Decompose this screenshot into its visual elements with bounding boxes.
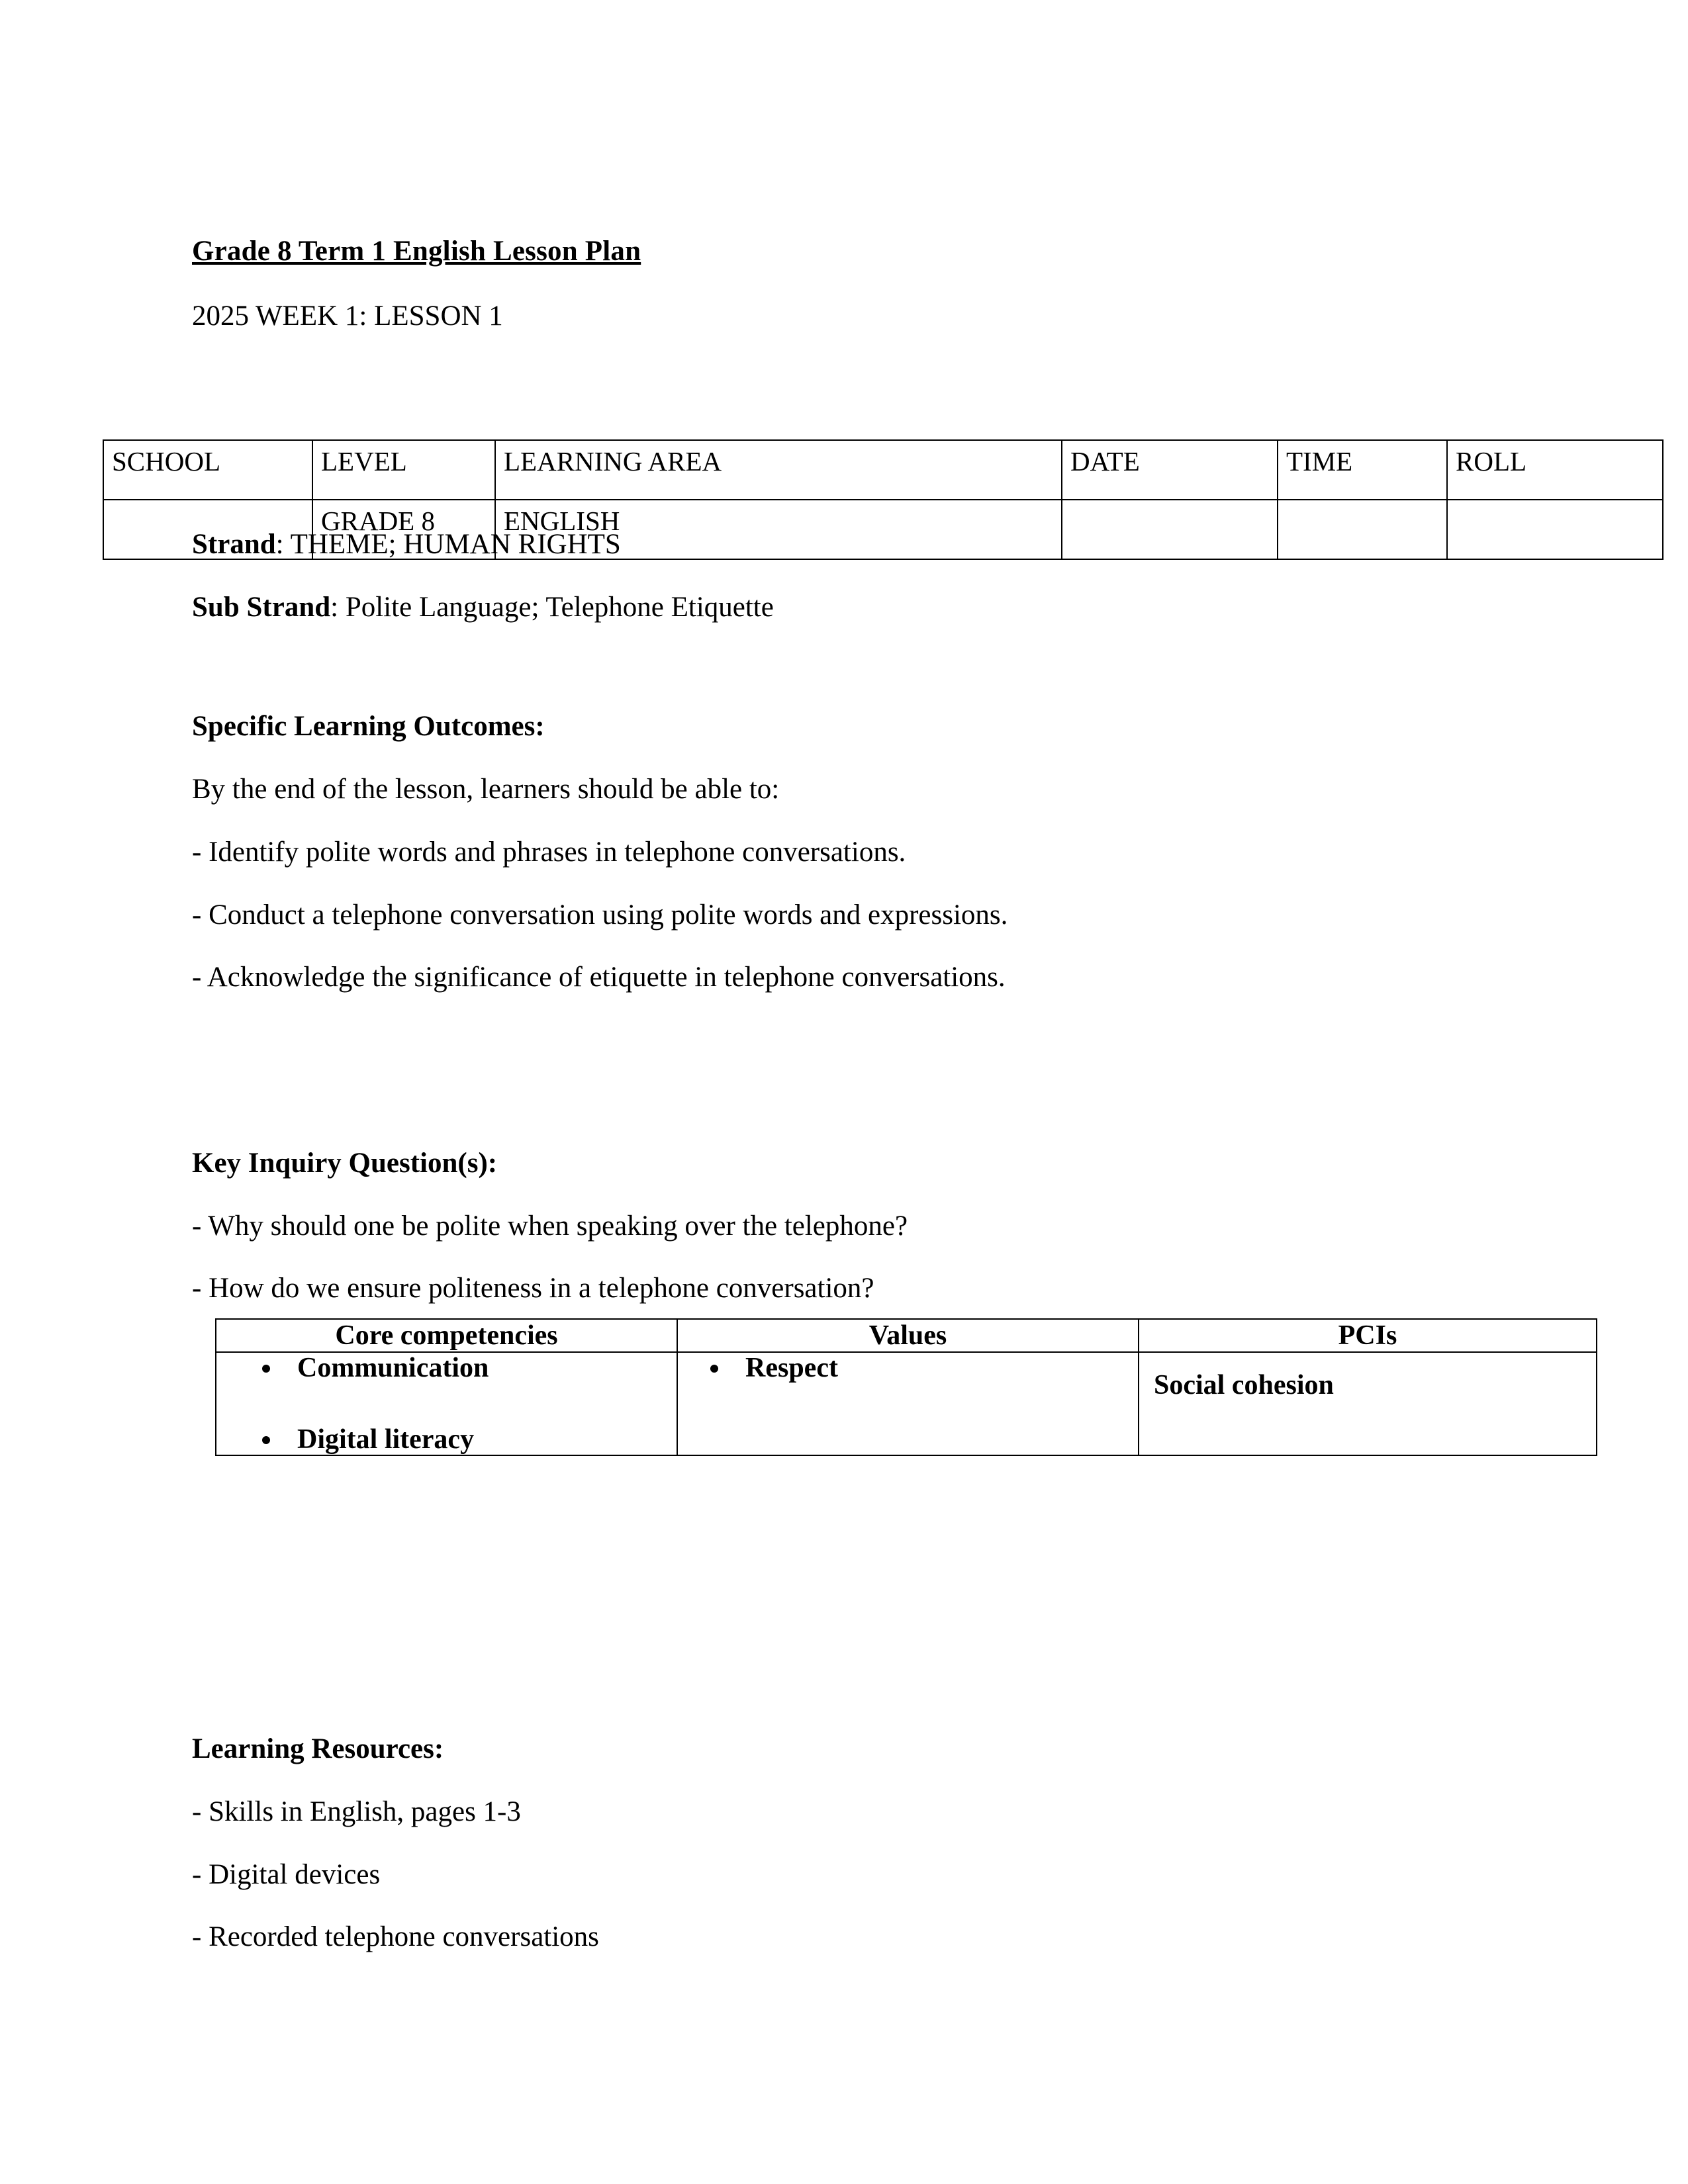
learning-resource-item: - Digital devices	[192, 1858, 381, 1890]
key-inquiry-heading: Key Inquiry Question(s):	[192, 1148, 498, 1179]
learning-outcomes-heading: Specific Learning Outcomes:	[192, 711, 545, 743]
sub-strand-label: Sub Strand	[192, 591, 331, 623]
header-cell-core-competencies: Core competencies	[216, 1319, 677, 1352]
table-row	[216, 1352, 1597, 1455]
learning-outcome-item: - Conduct a telephone conversation using polite words and expressions.	[192, 899, 1008, 931]
core-competency-list	[216, 1353, 677, 1455]
values-list	[678, 1353, 1138, 1383]
strand-separator: :	[275, 528, 291, 560]
table-row	[103, 500, 1663, 559]
value-cell-roll[interactable]	[1447, 500, 1663, 559]
key-inquiry-item: - Why should one be polite when speaking over the telephone?	[192, 1210, 908, 1242]
cell-pcis	[1139, 1352, 1597, 1455]
strand-value: THEME; HUMAN RIGHTS	[290, 528, 621, 560]
pci-value: Social cohesion	[1154, 1370, 1334, 1400]
header-cell-school: SCHOOL	[103, 440, 312, 500]
header-cell-learning-area: LEARNING AREA	[495, 440, 1062, 500]
learning-outcome-item: - Identify polite words and phrases in telephone conversations.	[192, 836, 906, 868]
sub-strand-value: Polite Language; Telephone Etiquette	[345, 591, 774, 623]
list-item: • Respect	[731, 1353, 1138, 1383]
value-cell-learning-area[interactable]: ENGLISH	[495, 500, 1062, 559]
strand-label: Strand	[192, 528, 276, 560]
page-title: Grade 8 Term 1 English Lesson Plan	[192, 236, 641, 267]
value-cell-date[interactable]	[1062, 500, 1278, 559]
list-item: • Digital literacy	[283, 1424, 677, 1455]
learning-resource-item: - Skills in English, pages 1-3	[192, 1796, 521, 1827]
header-cell-level: LEVEL	[312, 440, 495, 500]
table-row	[216, 1319, 1597, 1352]
cell-core-competencies	[216, 1352, 677, 1455]
sub-strand-separator: :	[330, 591, 346, 623]
header-cell-date: DATE	[1062, 440, 1278, 500]
table-row	[103, 440, 1663, 500]
learning-outcomes-intro: By the end of the lesson, learners should be able to:	[192, 774, 780, 805]
learning-resources-heading: Learning Resources:	[192, 1733, 444, 1765]
value-cell-school[interactable]	[103, 500, 312, 559]
document-subtitle: 2025 WEEK 1: LESSON 1	[192, 300, 503, 332]
key-inquiry-item: - How do we ensure politeness in a telephone conversation?	[192, 1273, 874, 1304]
list-item: • Communication	[283, 1353, 677, 1383]
value-cell-time[interactable]	[1278, 500, 1447, 559]
header-cell-roll: ROLL	[1447, 440, 1663, 500]
value-cell-level[interactable]: GRADE 8	[312, 500, 495, 559]
cell-values	[677, 1352, 1139, 1455]
learning-outcome-item: - Acknowledge the significance of etiquette in telephone conversations.	[192, 962, 1006, 993]
header-cell-pcis: PCIs	[1139, 1319, 1597, 1352]
sub-strand-line	[192, 591, 1595, 625]
competency-table	[215, 1318, 1597, 1456]
header-cell-time: TIME	[1278, 440, 1447, 500]
header-cell-values: Values	[677, 1319, 1139, 1352]
lesson-info-table	[103, 439, 1664, 560]
learning-resource-item: - Recorded telephone conversations	[192, 1921, 599, 1953]
